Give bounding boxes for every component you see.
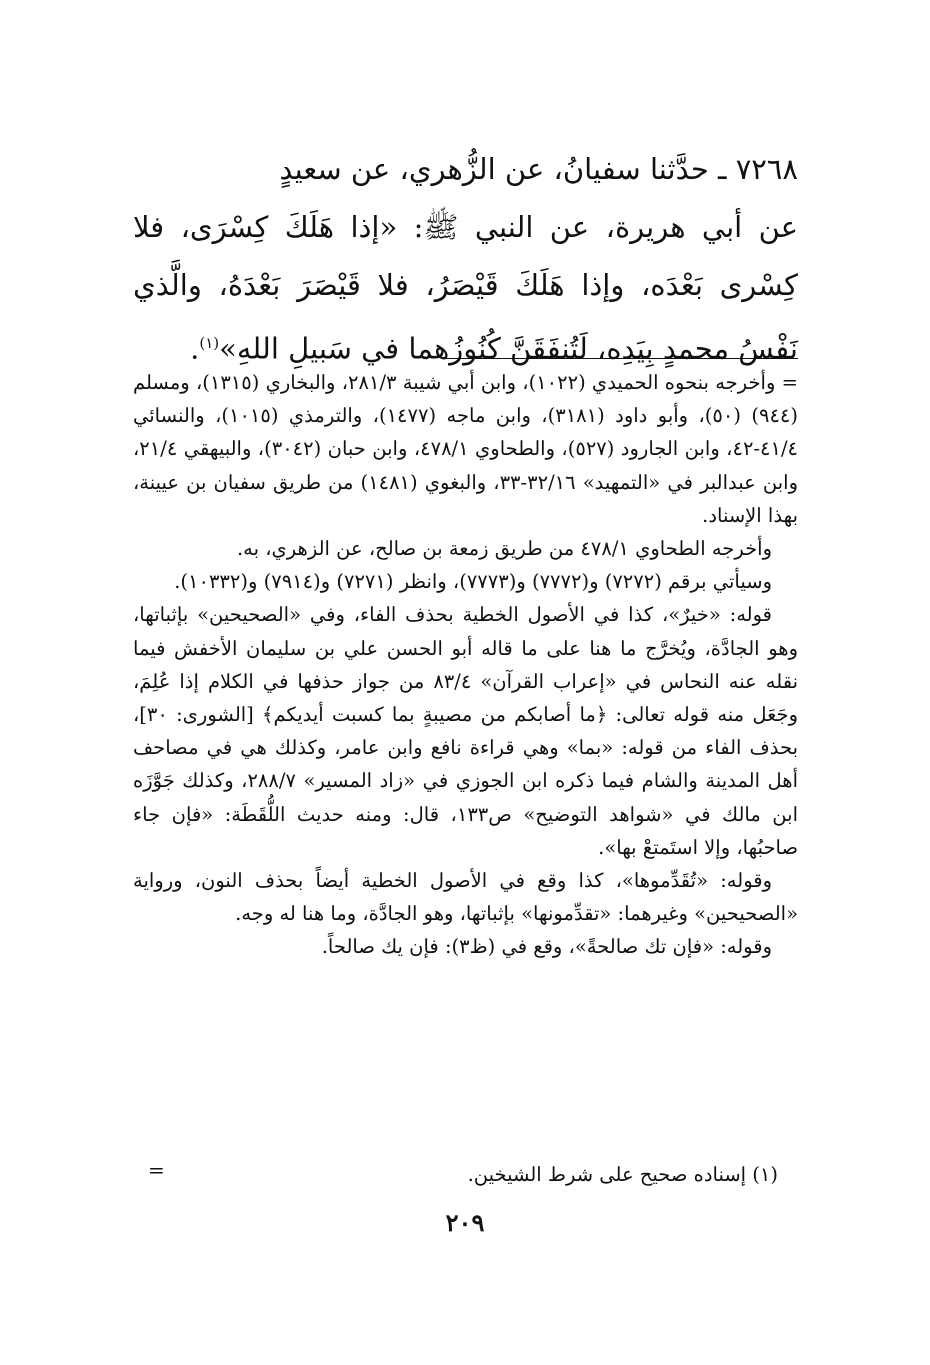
hadith-isnad: ٧٢٦٨ ـ حدَّثنا سفيانُ، عن الزُّهري، عن سعيدٍ xyxy=(279,152,798,186)
footnote-marker: (١) xyxy=(199,334,220,352)
note-takhrij: = وأخرجه بنحوه الحميدي (١٠٢٢)، وابن أبي شيبة ٢٨١/٣، والبخاري (١٣١٥)، ومسلم (٩٤٤) (٥٠)، وأبو داود (٣١٨١)، وابن ماجه (١٤٧٧)، والترمذي (١٠١٥)، والنسائي ٤١/٤-٤٢، وابن الجارود (٥٢٧)، والطحاوي ٤٧٨/١، وابن حبان (٣٠٤٢)، والبيهقي ٢١/٤، وابن عبدالبر في «التمهيد» ٣٢/١٦-٣٣، والبغوي (١٤٨١) من طريق سفيان بن عيينة، بهذا الإسناد. xyxy=(133,371,799,527)
hadith-matn-text: عن أبي هريرة، عن النبي ﷺ: «إذا هَلَكَ كِسْرَى، فلا كِسْرى بَعْدَه، وإذا هَلَكَ قَيْصَرُ، فلا قَيْصَرَ بَعْدَهُ، والَّذي نَفْسُ محمدٍ بِيَدِه، لَتُنفَقَنَّ كُنُوزُهما في سَبيلِ اللهِ» xyxy=(133,210,798,366)
note-tahawi: وأخرجه الطحاوي ٤٧٨/١ من طريق زمعة بن صالح، عن الزهري، به. xyxy=(236,537,772,561)
hadith-text xyxy=(133,140,798,378)
hadith-end: . xyxy=(190,331,200,366)
note-tuqaddimuha: وقوله: «تُقَدِّموها»، كذا وقع في الأصول الخطية أيضاً بحذف النون، ورواية «الصحيحين» وغيرهما: «تقدِّمونها» بإثباتها، وهو الجادَّة، وما هنا له وجه. xyxy=(133,869,798,926)
hadith-matn xyxy=(133,198,798,378)
page-number: ٢٠٩ xyxy=(445,1208,485,1237)
note-salihah: وقوله: «فإن تك صالحةً»، وقع في (ظ٣): فإن يك صالحاً. xyxy=(321,935,772,959)
commentary-notes xyxy=(133,366,798,964)
footnote-separator xyxy=(446,358,798,359)
note-khayr: قوله: «خيرٌ»، كذا في الأصول الخطية بحذف الفاء، وفي «الصحيحين» بإثباتها، وهو الجادَّة، ويُخرَّج ما هنا على ما قاله أبو الحسن علي بن سليمان الأخفش فيما نقله عنه النحاس في «إعراب القرآن» ٨٣/٤ من جواز حذفها في الكلام إذا عُلِمَ، وجَعَل منه قوله تعالى: ﴿ما أصابكم من مصيبةٍ بما كسبت أيديكم﴾ [الشورى: ٣٠]، بحذف الفاء من قوله: «بما» وهي قراءة نافع وابن عامر، وكذلك هي في مصاحف أهل المدينة والشام فيما ذكره ابن الجوزي في «زاد المسير» ٢٨٨/٧، وكذلك جَوَّزَه ابن مالك في «شواهد التوضيح» ص١٣٣، قال: ومنه حديث اللُّقَطَة: «فإن جاء صاحبُها، وإلا استَمتعْ بها». xyxy=(133,603,798,859)
footnote: (١) إسناده صحيح على شرط الشيخين. xyxy=(467,1163,778,1186)
footnote-continuation-mark: = xyxy=(148,1158,165,1182)
note-cross-reference: وسيأتي برقم (٧٢٧٢) و(٧٧٧٢) و(٧٧٧٣)، وانظر (٧٢٧١) و(٧٩١٤) و(١٠٣٣٢). xyxy=(174,570,772,594)
